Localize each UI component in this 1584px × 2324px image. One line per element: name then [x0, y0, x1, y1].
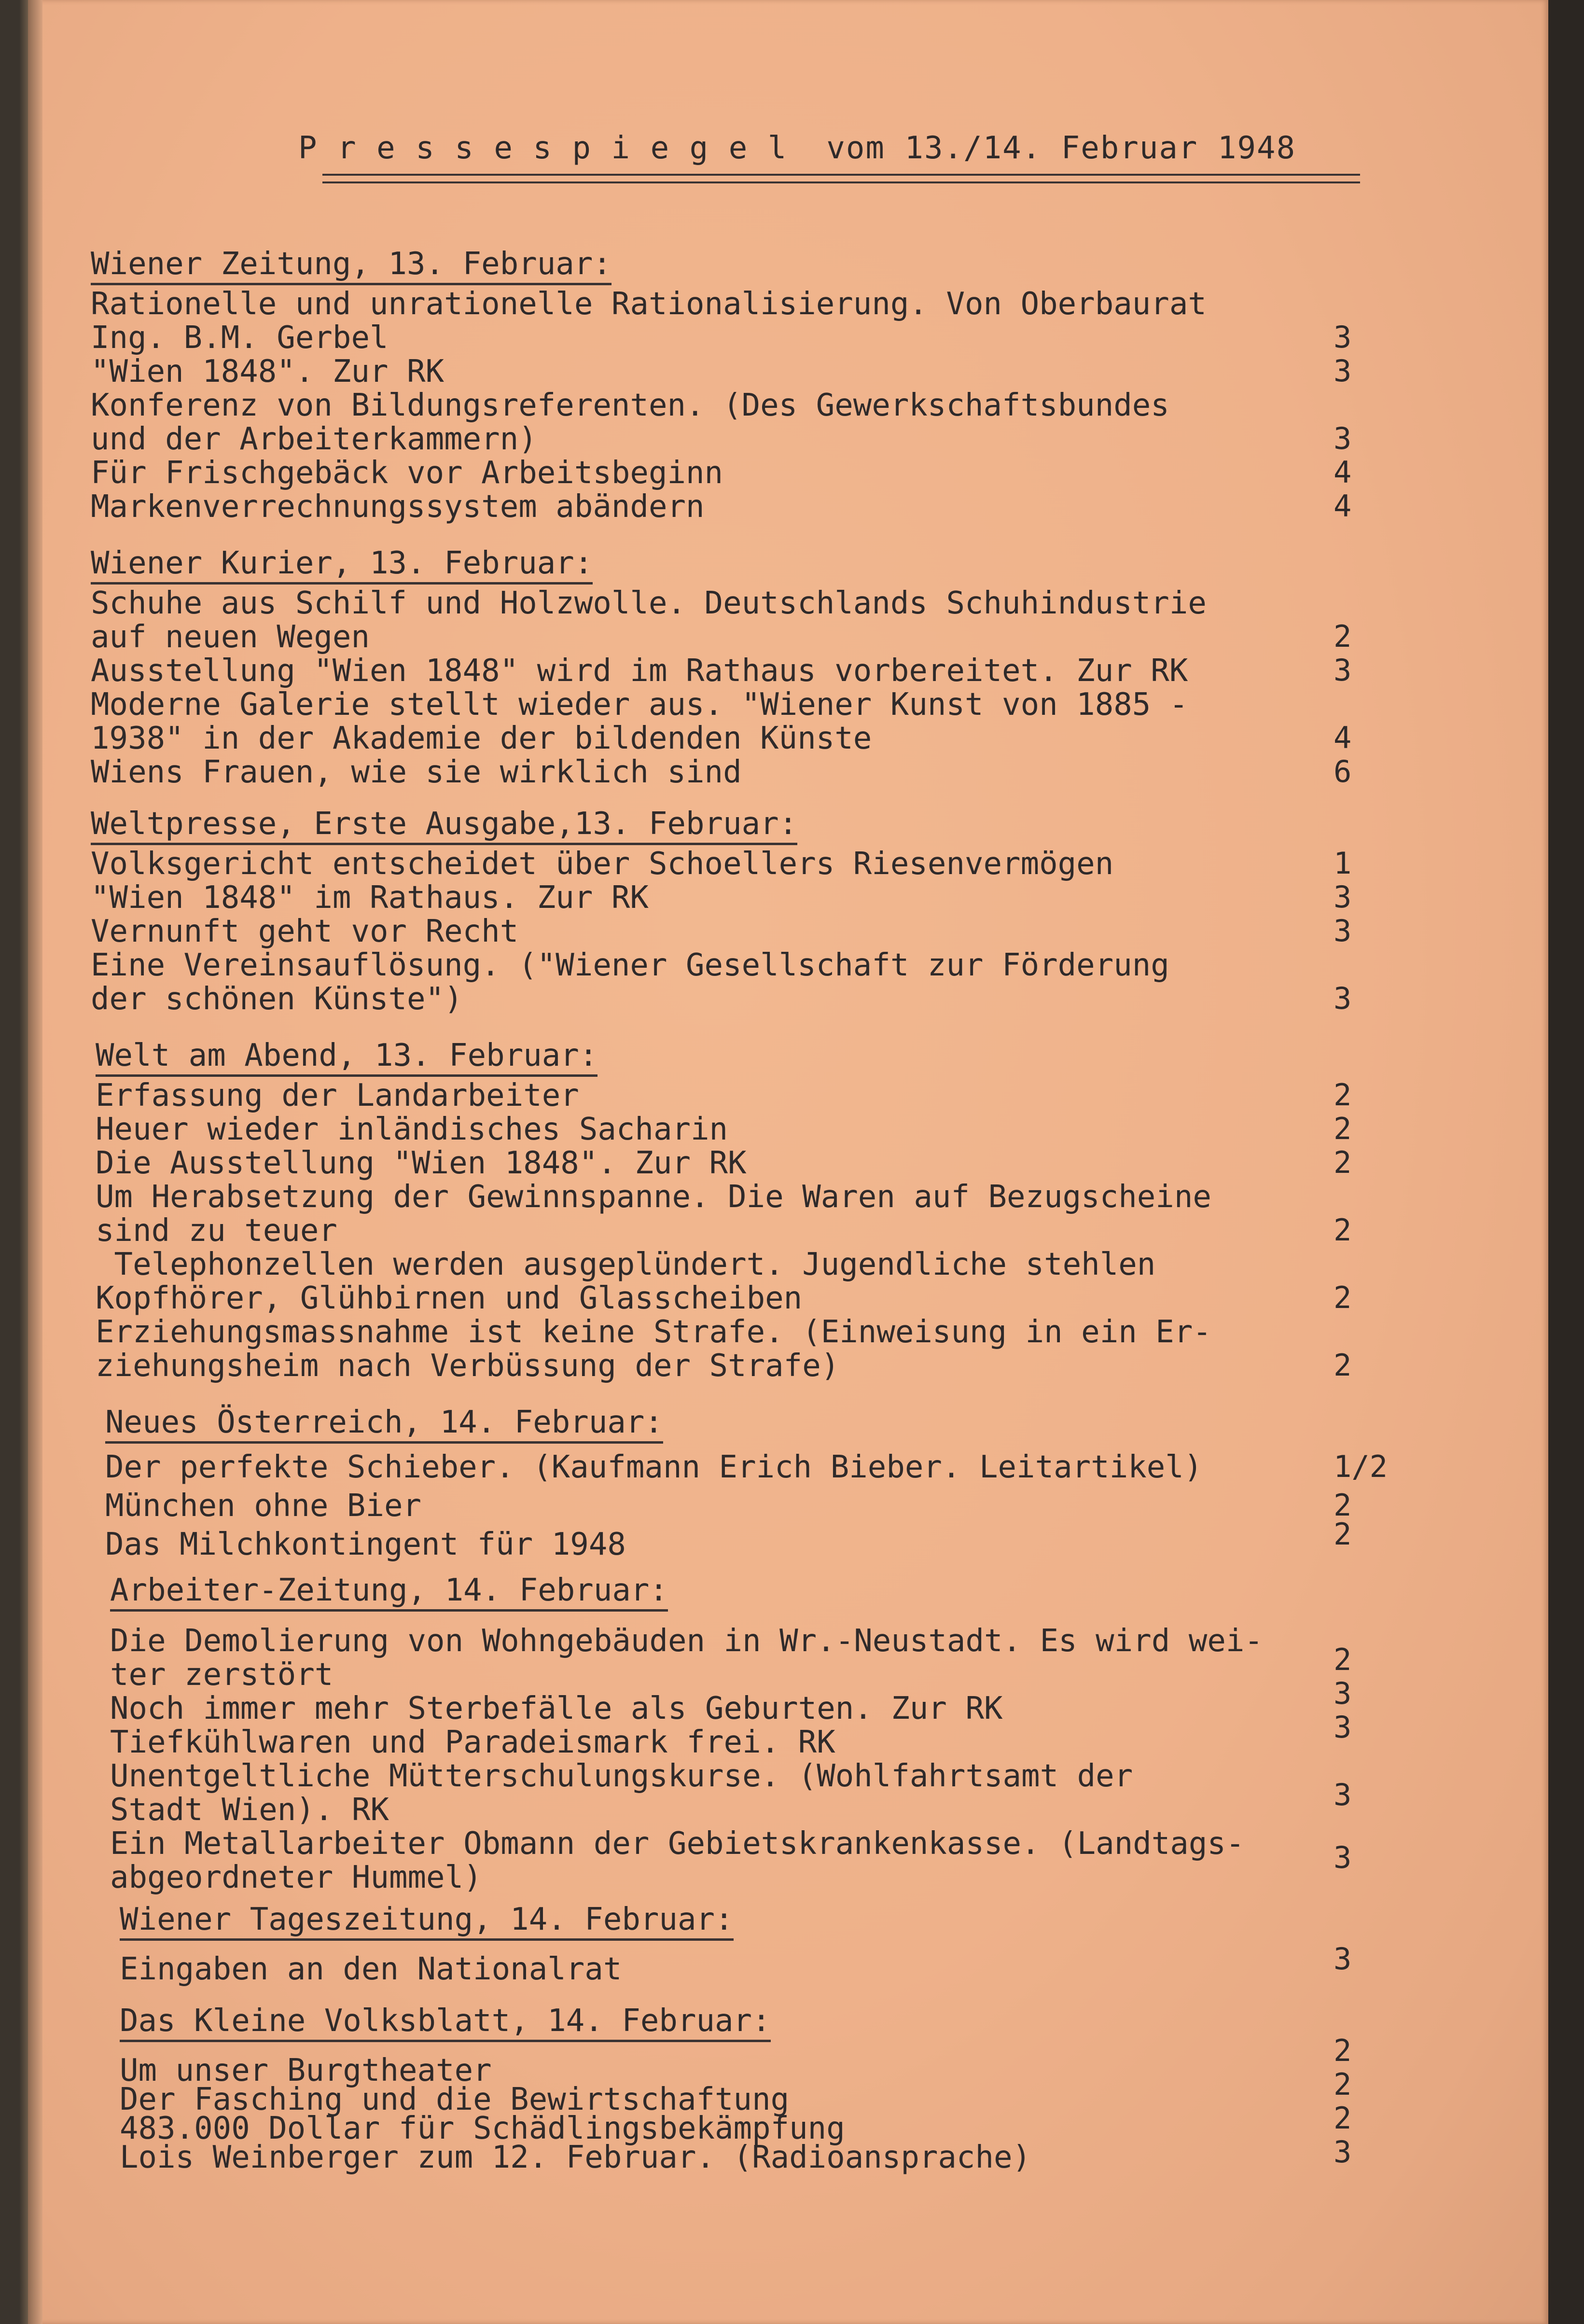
source-heading-wiener-zeitung: Wiener Zeitung, 13. Februar:: [91, 246, 611, 282]
article-line: "Wien 1848". Zur RK: [91, 354, 445, 390]
article-line: Heuer wieder inländisches Sacharin: [96, 1112, 728, 1147]
page-number: 3: [1334, 1676, 1352, 1711]
article-line: Die Ausstellung "Wien 1848". Zur RK: [96, 1145, 747, 1181]
article-line: Wiens Frauen, wie sie wirklich sind: [91, 754, 742, 790]
page-number: 1/2: [1334, 1449, 1388, 1484]
article-line: sind zu teuer: [96, 1213, 337, 1249]
article-line: Für Frischgebäck vor Arbeitsbeginn: [91, 455, 723, 491]
article-line: Lois Weinberger zum 12. Februar. (Radioansprache): [120, 2140, 1031, 2175]
page-number: 2: [1334, 619, 1352, 654]
page-binding-edge: [28, 0, 42, 2324]
source-heading-wiener-tageszeitung: Wiener Tageszeitung, 14. Februar:: [120, 1902, 734, 1937]
article-line: Ing. B.M. Gerbel: [91, 320, 389, 356]
page-number: 2: [1334, 2067, 1352, 2102]
page-number: 2: [1334, 1212, 1352, 1248]
page-number: 2: [1334, 1145, 1352, 1180]
article-line: "Wien 1848" im Rathaus. Zur RK: [91, 880, 649, 916]
page-number: 3: [1334, 1840, 1352, 1875]
document-title: P r e s s e s p i e g e l vom 13./14. Februar 1948: [298, 130, 1296, 166]
page-number: 2: [1334, 1077, 1352, 1113]
article-line: Noch immer mehr Sterbefälle als Geburten. Zur RK: [110, 1691, 1003, 1726]
article-line: Vernunft geht vor Recht: [91, 914, 519, 949]
article-line: ziehungsheim nach Verbüssung der Strafe): [96, 1348, 840, 1384]
page-number: 2: [1334, 1111, 1352, 1146]
article-line: 483.000 Dollar für Schädlingsbekämpfung: [120, 2111, 845, 2146]
page-number: 6: [1334, 754, 1352, 789]
article-line: Der Fasching und die Bewirtschaftung: [120, 2082, 790, 2117]
source-heading-welt-am-abend: Welt am Abend, 13. Februar:: [96, 1038, 597, 1073]
article-line: Der perfekte Schieber. (Kaufmann Erich Bieber. Leitartikel): [105, 1449, 1203, 1485]
page-number: 3: [1334, 353, 1352, 389]
page-number: 3: [1334, 981, 1352, 1016]
source-heading-wiener-kurier: Wiener Kurier, 13. Februar:: [91, 545, 593, 581]
page-number: 2: [1334, 1642, 1352, 1677]
document-page: [28, 0, 1548, 2324]
page-number: 3: [1334, 653, 1352, 688]
page-number: 3: [1334, 421, 1352, 456]
article-line: Das Milchkontingent für 1948: [105, 1527, 626, 1562]
article-line: Um unser Burgtheater: [120, 2053, 492, 2088]
page-number: 2: [1334, 1348, 1352, 1383]
page-number: 2: [1334, 1280, 1352, 1315]
title-double-rule: [322, 174, 1360, 183]
article-line: der schönen Künste"): [91, 981, 463, 1017]
article-line: Erfassung der Landarbeiter: [96, 1078, 579, 1113]
article-line: Eingaben an den Nationalrat: [120, 1951, 622, 1987]
article-line: und der Arbeiterkammern): [91, 421, 537, 457]
page-number: 4: [1334, 455, 1352, 490]
page-number: 4: [1334, 720, 1352, 755]
article-line: Unentgeltliche Mütterschulungskurse. (Wohlfahrtsamt der: [110, 1758, 1133, 1794]
article-line: Markenverrechnungssystem abändern: [91, 489, 705, 525]
article-line: abgeordneter Hummel): [110, 1860, 482, 1895]
source-heading-arbeiter-zeitung: Arbeiter-Zeitung, 14. Februar:: [110, 1573, 668, 1608]
article-line: Kopfhörer, Glühbirnen und Glasscheiben: [96, 1280, 803, 1316]
article-line: Volksgericht entscheidet über Schoellers Riesenvermögen: [91, 846, 1114, 882]
article-line: Telephonzellen werden ausgeplündert. Jugendliche stehlen: [96, 1247, 1156, 1282]
article-line: München ohne Bier: [105, 1488, 422, 1524]
article-line: Konferenz von Bildungsreferenten. (Des Gewerkschaftsbundes: [91, 388, 1169, 423]
page-number: 3: [1334, 913, 1352, 948]
page-number: 1: [1334, 846, 1352, 881]
page-number: 2: [1334, 2101, 1352, 2136]
article-line: Ein Metallarbeiter Obmann der Gebietskrankenkasse. (Landtags-: [110, 1826, 1245, 1862]
article-line: Moderne Galerie stellt wieder aus. "Wiener Kunst von 1885 -: [91, 687, 1188, 723]
page-number: 2: [1334, 1488, 1352, 1523]
article-line: ter zerstört: [110, 1657, 333, 1693]
page-number: 3: [1334, 1777, 1352, 1812]
source-heading-neues-oesterreich: Neues Österreich, 14. Februar:: [105, 1405, 663, 1440]
source-heading-weltpresse: Weltpresse, Erste Ausgabe,13. Februar:: [91, 806, 797, 842]
page-number: 4: [1334, 488, 1352, 524]
article-line: Erziehungsmassnahme ist keine Strafe. (Einweisung in ein Er-: [96, 1314, 1211, 1350]
page-number: 2: [1334, 1517, 1352, 1552]
page-number: 3: [1334, 2134, 1352, 2170]
article-line: Eine Vereinsauflösung. ("Wiener Gesellschaft zur Förderung: [91, 947, 1169, 983]
source-heading-das-kleine-volksblatt: Das Kleine Volksblatt, 14. Februar:: [120, 2003, 771, 2039]
article-line: Die Demolierung von Wohngebäuden in Wr.-Neustadt. Es wird wei-: [110, 1623, 1263, 1659]
article-line: Rationelle und unrationelle Rationalisierung. Von Oberbaurat: [91, 286, 1207, 322]
article-line: Stadt Wien). RK: [110, 1792, 389, 1828]
article-line: Ausstellung "Wien 1848" wird im Rathaus vorbereitet. Zur RK: [91, 653, 1188, 689]
article-line: 1938" in der Akademie der bildenden Künste: [91, 721, 872, 756]
article-line: Um Herabsetzung der Gewinnspanne. Die Waren auf Bezugscheine: [96, 1179, 1211, 1215]
article-line: Schuhe aus Schilf und Holzwolle. Deutschlands Schuhindustrie: [91, 585, 1207, 621]
page-number: 3: [1334, 320, 1352, 355]
article-line: auf neuen Wegen: [91, 619, 370, 655]
page-number: 3: [1334, 879, 1352, 915]
article-line: Tiefkühlwaren und Paradeismark frei. RK: [110, 1725, 835, 1760]
page-number: 3: [1334, 1941, 1352, 1976]
page-number: 3: [1334, 1710, 1352, 1745]
page-number: 2: [1334, 2033, 1352, 2068]
